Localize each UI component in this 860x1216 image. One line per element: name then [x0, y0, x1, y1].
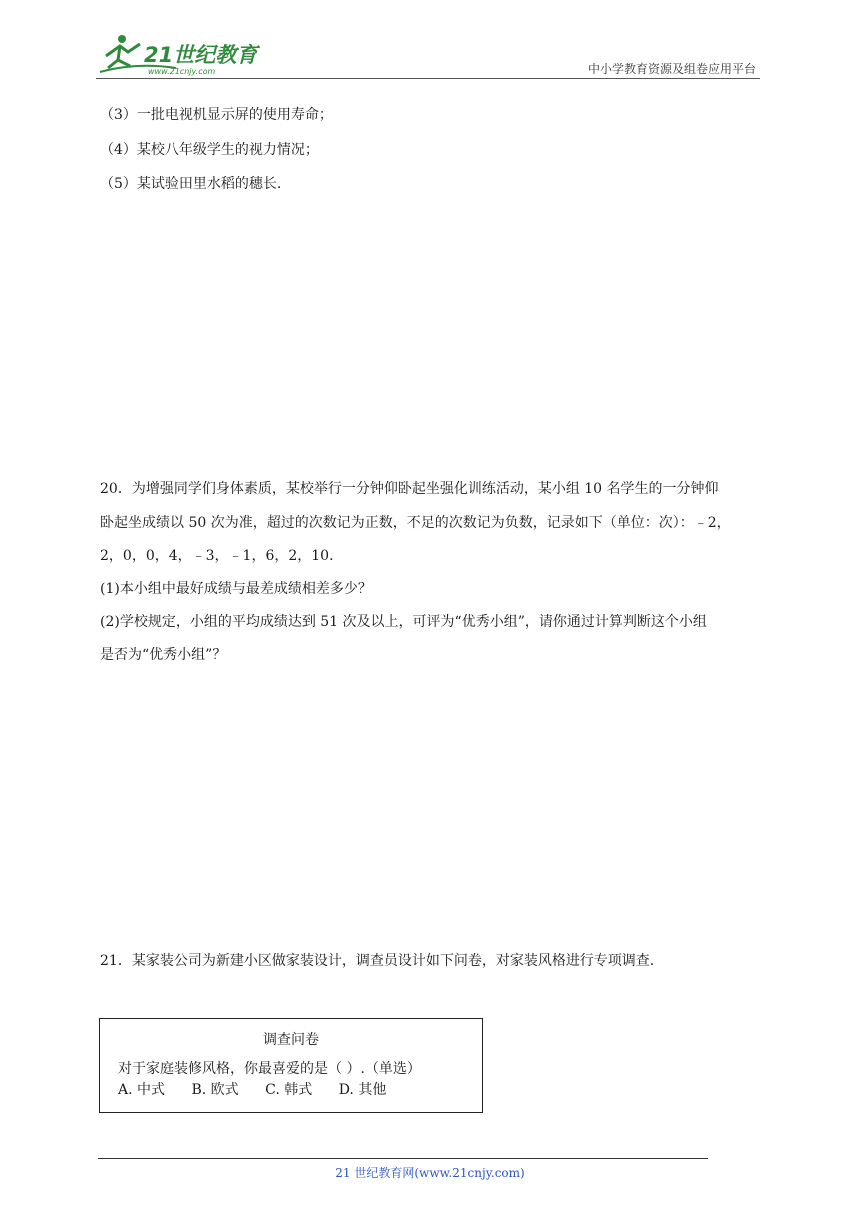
item-3: （3）一批电视机显示屏的使用寿命；: [100, 107, 333, 123]
logo-text: 21世纪教育: [144, 43, 258, 67]
header-divider: [96, 78, 760, 79]
logo-url: www.21cnjy.com: [148, 67, 216, 76]
item-5: （5）某试验田里水稻的穗长.: [100, 176, 282, 192]
option-b: B. 欧式: [191, 1082, 239, 1098]
footer-divider: [98, 1158, 708, 1159]
q20-part1: (1)本小组中最好成绩与最差成绩相差多少？: [100, 581, 372, 597]
survey-options: [118, 1079, 408, 1099]
q21-text: 21．某家装公司为新建小区做家装设计，调查员设计如下问卷，对家装风格进行专项调查.: [100, 953, 655, 969]
q20-line2: 卧起坐成绩以 50 次为准，超过的次数记为正数，不足的次数记为负数，记录如下（单位：次）：﹣2，: [100, 515, 731, 531]
logo: [96, 30, 266, 80]
option-c: C. 韩式: [265, 1082, 313, 1098]
survey-question: 对于家庭装修风格，你最喜爱的是（ ）.（单选）: [118, 1061, 421, 1077]
item-4: （4）某校八年级学生的视力情况；: [100, 142, 319, 158]
survey-title: 调查问卷: [263, 1032, 319, 1048]
q20-line1: 20．为增强同学们身体素质，某校举行一分钟仰卧起坐强化训练活动，某小组 10 名学生的一分钟仰: [100, 481, 719, 497]
q20-line3: 2，0，0，4，﹣3，﹣1，6，2，10.: [100, 548, 334, 564]
q20-part2-line2: 是否为“优秀小组”？: [100, 647, 227, 663]
page-header: [96, 30, 760, 80]
option-d: D. 其他: [338, 1082, 387, 1098]
q20-part2-line1: (2)学校规定，小组的平均成绩达到 51 次及以上，可评为“优秀小组”，请你通过计算判断这个小组: [100, 614, 707, 630]
option-a: A. 中式: [118, 1082, 166, 1098]
platform-name: 中小学教育资源及组卷应用平台: [587, 62, 756, 76]
footer-link[interactable]: 21 世纪教育网(www.21cnjy.com): [335, 1166, 525, 1180]
survey-box: [99, 1018, 483, 1113]
